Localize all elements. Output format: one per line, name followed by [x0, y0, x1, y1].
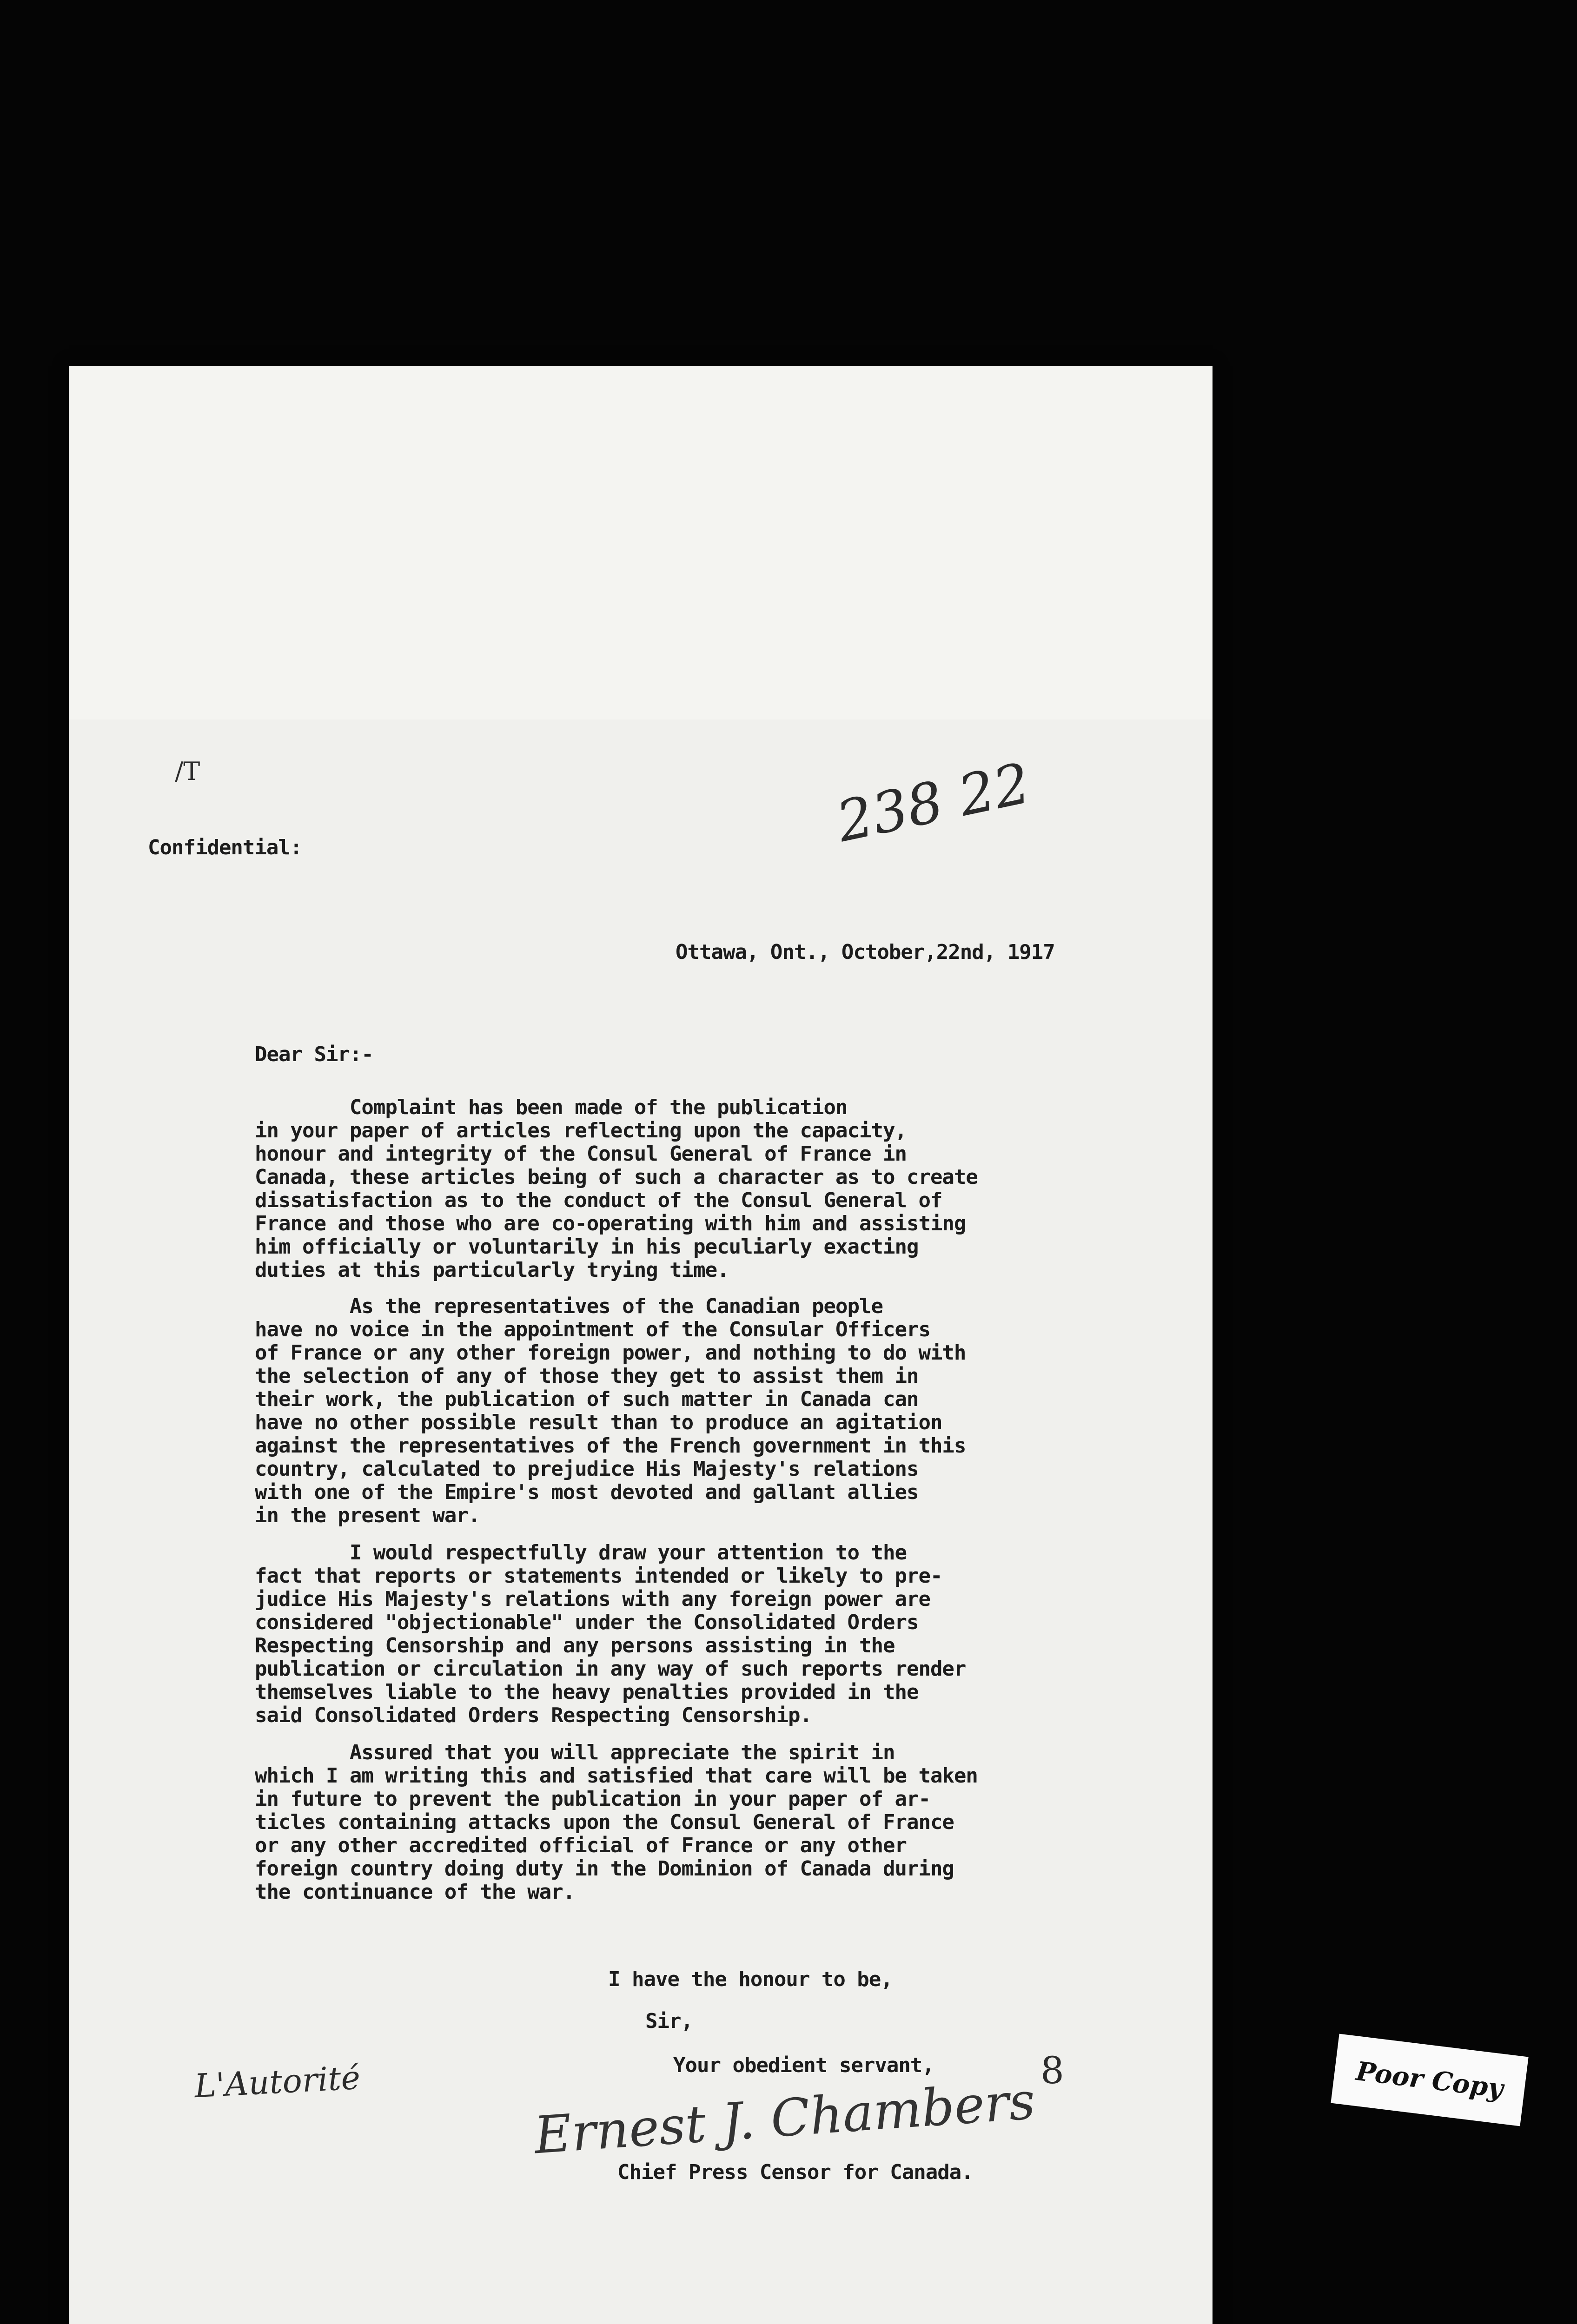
- closing-line-2: Sir,: [645, 2009, 693, 2033]
- paragraph-line: considered "objectionable" under the Consolidated Orders: [255, 1611, 919, 1634]
- paragraph-line: the selection of any of those they get to assist them in: [255, 1364, 919, 1388]
- paragraph-line: of France or any other foreign power, and nothing to do with: [255, 1341, 966, 1365]
- paragraph-line: said Consolidated Orders Respecting Censorship.: [255, 1703, 812, 1727]
- signature-title: Chief Press Censor for Canada.: [617, 2160, 973, 2184]
- paragraph-line: their work, the publication of such matter in Canada can: [255, 1387, 919, 1411]
- paragraph-line: foreign country doing duty in the Dominion of Canada during: [255, 1857, 954, 1881]
- paragraph-line: in future to prevent the publication in your paper of ar-: [255, 1787, 930, 1811]
- paragraph-line: against the representatives of the French government in this: [255, 1434, 966, 1458]
- paragraph-1: [255, 1096, 1138, 1282]
- paragraph-2: [255, 1295, 1138, 1527]
- date-line: Ottawa, Ont., October,22nd, 1917: [676, 940, 1055, 964]
- paragraph-line: France and those who are co-operating with him and assisting: [255, 1212, 966, 1235]
- paragraph-line: in your paper of articles reflecting upon the capacity,: [255, 1119, 907, 1142]
- annotation-handwritten: L'Autorité: [193, 2058, 361, 2106]
- closing-line-3: Your obedient servant,: [673, 2053, 934, 2077]
- paragraph-line: have no voice in the appointment of the Consular Officers: [255, 1318, 930, 1341]
- paragraph-3: [255, 1541, 1138, 1727]
- confidential-heading: Confidential:: [148, 836, 302, 859]
- paragraph-line: Canada, these articles being of such a character as to create: [255, 1165, 978, 1189]
- paragraph-line: fact that reports or statements intended or likely to pre-: [255, 1564, 942, 1588]
- paragraph-line: Respecting Censorship and any persons assisting in the: [255, 1634, 895, 1657]
- paragraph-line: Complaint has been made of the publication: [255, 1096, 848, 1119]
- paragraph-line: in the present war.: [255, 1504, 480, 1527]
- paragraph-line: have no other possible result than to produce an agitation: [255, 1411, 942, 1434]
- poor-copy-sticker: Poor Copy: [1331, 2034, 1528, 2126]
- salutation: Dear Sir:-: [255, 1043, 373, 1066]
- paragraph-line: him officially or voluntarily in his peculiarly exacting: [255, 1235, 919, 1259]
- paragraph-line: duties at this particularly trying time.: [255, 1258, 729, 1282]
- paragraph-line: ticles containing attacks upon the Consul General of France: [255, 1810, 954, 1834]
- paragraph-line: or any other accredited official of France or any other: [255, 1834, 907, 1857]
- paragraph-line: judice His Majesty's relations with any foreign power are: [255, 1587, 930, 1611]
- paragraph-line: country, calculated to prejudice His Majesty's relations: [255, 1457, 919, 1481]
- paragraph-4: [255, 1741, 1138, 1904]
- paragraph-line: dissatisfaction as to the conduct of the Consul General of: [255, 1188, 942, 1212]
- ref-mark: /T: [175, 757, 200, 786]
- paragraph-line: honour and integrity of the Consul General of France in: [255, 1142, 907, 1166]
- paragraph-line: themselves liable to the heavy penalties provided in the: [255, 1680, 919, 1704]
- paragraph-line: which I am writing this and satisfied that care will be taken: [255, 1764, 978, 1788]
- paragraph-line: As the representatives of the Canadian people: [255, 1294, 883, 1318]
- paragraph-line: I would respectfully draw your attention to the: [255, 1541, 907, 1565]
- paragraph-line: the continuance of the war.: [255, 1880, 575, 1904]
- closing-line-1: I have the honour to be,: [608, 1967, 893, 1991]
- file-number-annotation: 238 22: [831, 751, 1036, 855]
- paragraph-line: publication or circulation in any way of such reports render: [255, 1657, 966, 1681]
- page-mark: 8: [1040, 2049, 1064, 2092]
- paragraph-line: Assured that you will appreciate the spirit in: [255, 1741, 895, 1764]
- signature: Ernest J. Chambers: [532, 2071, 1037, 2166]
- letter-sheet: [69, 366, 1213, 2324]
- paragraph-line: with one of the Empire's most devoted and gallant allies: [255, 1480, 919, 1504]
